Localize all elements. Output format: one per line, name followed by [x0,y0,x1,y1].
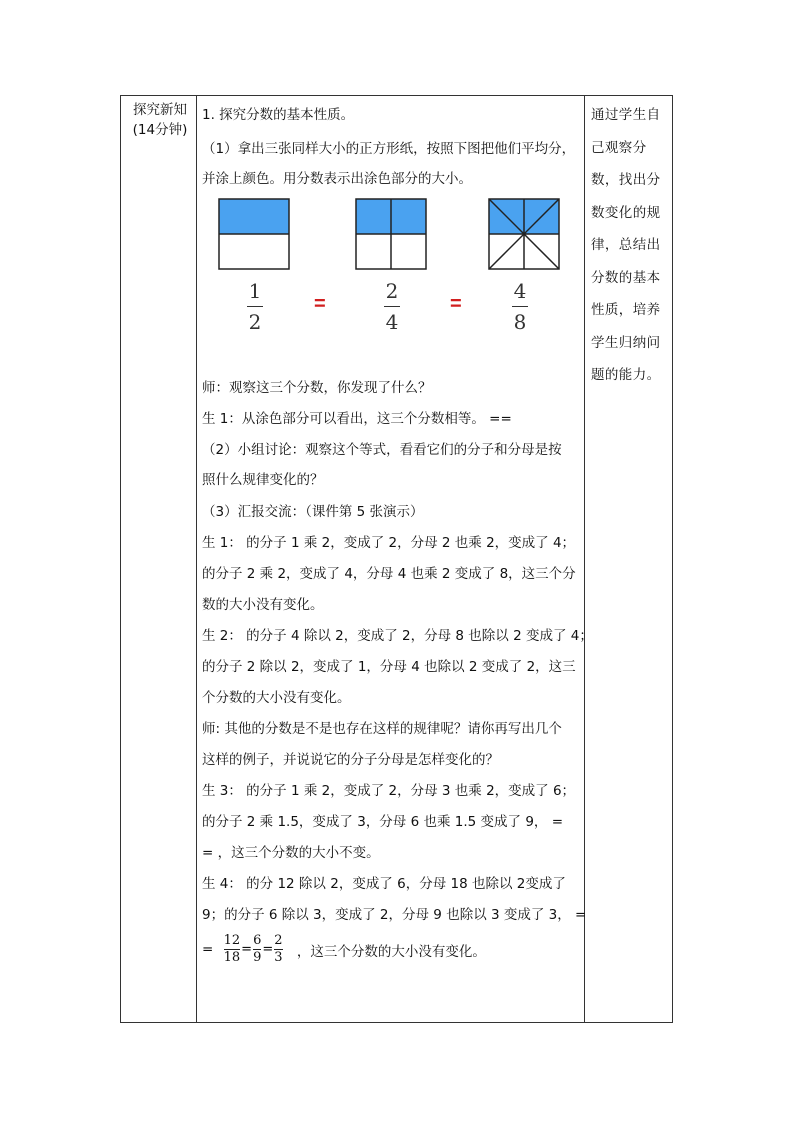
step3: （3）汇报交流：（课件第 5 张演示） [202,504,424,520]
inline-equals: = [241,942,253,957]
step2-line1: （2）小组讨论：观察这个等式，看看它们的分子和分母是按 [202,442,562,458]
equals-sign: = [450,293,462,315]
design-intent-text: 通过学生自己观察分数，找出分数变化的规律，总结出分数的基本性质，培养学生归纳问题的能力。 [591,107,661,383]
equals-sign: = [314,293,326,315]
student-4-eq-prefix: = [202,941,214,958]
student-4-line2: 9；的分子 6 除以 3，变成了 2，分母 9 也除以 3 变成了 3， = [202,907,587,923]
square-eighths [489,199,559,269]
student-3-line2: 的分子 2 乘 1.5，变成了 3，分母 6 也乘 1.5 变成了 9， = [202,814,564,830]
fraction-two-quarters: 2 4 [385,279,399,334]
step1-line1: （1）拿出三张同样大小的正方形纸，按照下图把他们平均分， [202,141,576,157]
inline-fraction-2-3: $\frac{2}{3}$ [274,933,283,965]
fraction-squares-figure [218,198,563,270]
inline-equals: = [262,942,274,957]
square-halves [219,199,289,269]
square-quarters [356,199,426,269]
stage-cell [125,100,195,140]
student-3-line1: 生 3： 的分子 1 乘 2，变成了 2，分母 3 也乘 2，变成了 6； [202,783,576,799]
step2-line2: 照什么规律变化的？ [202,472,324,488]
student-1-answer: 生 1：从涂色部分可以看出，这三个分数相等。 == [202,411,512,427]
inline-fraction-6-9: $\frac{6}{9}$ [253,933,262,965]
fraction-one-half: 1 2 [248,279,262,334]
student-1-report-line2: 的分子 2 乘 2，变成了 4，分母 4 也乘 2 变成了 8，这三个分 [202,566,576,582]
student-2-report-line3: 个分数的大小没有变化。 [202,690,351,706]
section-heading: 1. 探究分数的基本性质。 [202,107,355,123]
teacher-question-2-line1: 师: 其他的分数是不是也存在这样的规律呢？请你再写出几个 [202,721,562,737]
student-4-conclusion: ，这三个分数的大小没有变化。 [296,943,486,960]
fraction-four-eighths: 4 8 [513,279,527,334]
student-4-line3 [202,934,486,965]
inline-fraction-12-18: $\frac{12}{18}$ [223,933,241,965]
teacher-question-2-line2: 这样的例子，并说说它的分子分母是怎样变化的？ [202,752,499,768]
student-3-line3: = ，这三个分数的大小不变。 [202,845,380,861]
student-1-report-line3: 数的大小没有变化。 [202,597,324,613]
column-divider [584,96,585,1022]
student-1-report-line1: 生 1： 的分子 1 乘 2，变成了 2，分母 2 也乘 2，变成了 4； [202,535,576,551]
lesson-table [120,95,673,1023]
stage-duration: (14分钟) [132,122,188,138]
student-2-report-line1: 生 2： 的分子 4 除以 2，变成了 2，分母 8 也除以 2 变成了 4； [202,628,593,644]
step1-line2: 并涂上颜色。用分数表示出涂色部分的大小。 [202,171,472,187]
column-divider [196,96,197,1022]
stage-title: 探究新知 [133,102,187,118]
teacher-question-1: 师：观察这三个分数，你发现了什么？ [202,380,432,396]
student-4-line1: 生 4： 的分 12 除以 2，变成了 6，分母 18 也除以 2变成了 [202,876,566,892]
student-2-report-line2: 的分子 2 除以 2，变成了 1，分母 4 也除以 2 变成了 2，这三 [202,659,576,675]
